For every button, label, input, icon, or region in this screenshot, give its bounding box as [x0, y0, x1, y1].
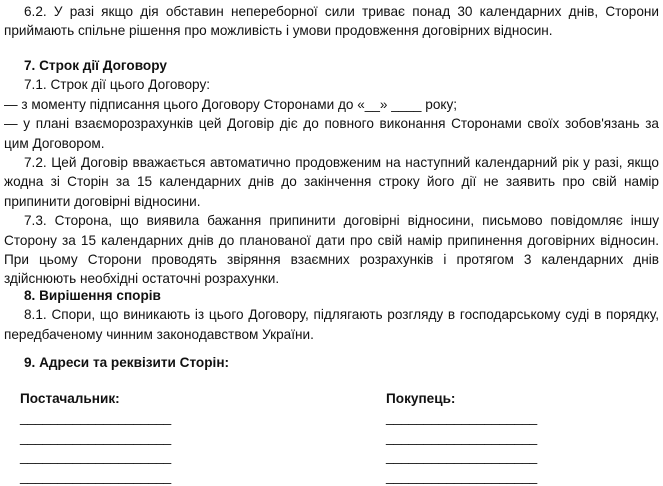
supplier-line-3: ____________________ [20, 449, 172, 465]
buyer-line-3: ____________________ [386, 449, 538, 465]
clause-7-1: 7.1. Строк дії цього Договору: [24, 77, 211, 93]
clause-7-2: 7.2. Цей Договір вважається автоматично продовженим на наступний календарний рік у разі, якщо жодна зі Сторін за 15 календарних днів до закінчення строку його дії не заявить про свій намір припинити договірні відносини. [4, 155, 659, 209]
clause-7-3: 7.3. Сторона, що виявила бажання припинити договірні відносини, письмово повідомляє іншу Сторону за 15 календарних днів до планованої дати про свій намір припинення договірних відносин. При цьому Сторони проводять звіряння взаємних розрахунків і протягом 3 календарних днів здійснюють необхідні остаточні розрахунки. [4, 213, 659, 287]
supplier-line-2: ____________________ [20, 429, 172, 445]
section-7 [4, 56, 659, 289]
section-8-title: 8. Вирішення спорів [24, 288, 161, 303]
supplier-label: Постачальник: [20, 391, 120, 406]
section-9-title: 9. Адреси та реквізити Сторін: [24, 355, 230, 370]
section-8 [4, 286, 659, 344]
section-6-tail [4, 2, 659, 41]
buyer-line-1: ____________________ [386, 410, 538, 426]
clause-7-1-b: — у плані взаєморозрахунків цей Договір діє до повного виконання Сторонами своїх зобов'язань за цим Договором. [4, 116, 659, 151]
clause-8-1: 8.1. Спори, що виникають із цього Договору, підлягають розгляду в господарському суді в порядку, передбаченому чинним законодавством України. [4, 307, 659, 342]
clause-6-2: 6.2. У разі якщо дія обставин непереборної сили триває понад 30 календарних днів, Сторони приймають спільне рішення про можливість і умови продовження договірних відносин. [4, 4, 659, 39]
section-9 [4, 353, 659, 372]
buyer-label: Покупець: [386, 391, 456, 406]
buyer-signature-block [386, 389, 586, 486]
section-7-title: 7. Строк дії Договору [24, 58, 167, 73]
buyer-line-2: ____________________ [386, 429, 538, 445]
clause-7-1-a: — з моменту підписання цього Договору Сторонами до «__» ____ року; [4, 96, 458, 112]
supplier-signature-block [20, 389, 220, 486]
supplier-line-1: ____________________ [20, 410, 172, 426]
supplier-line-4: ____________________ [20, 468, 172, 484]
buyer-line-4: ____________________ [386, 468, 538, 484]
